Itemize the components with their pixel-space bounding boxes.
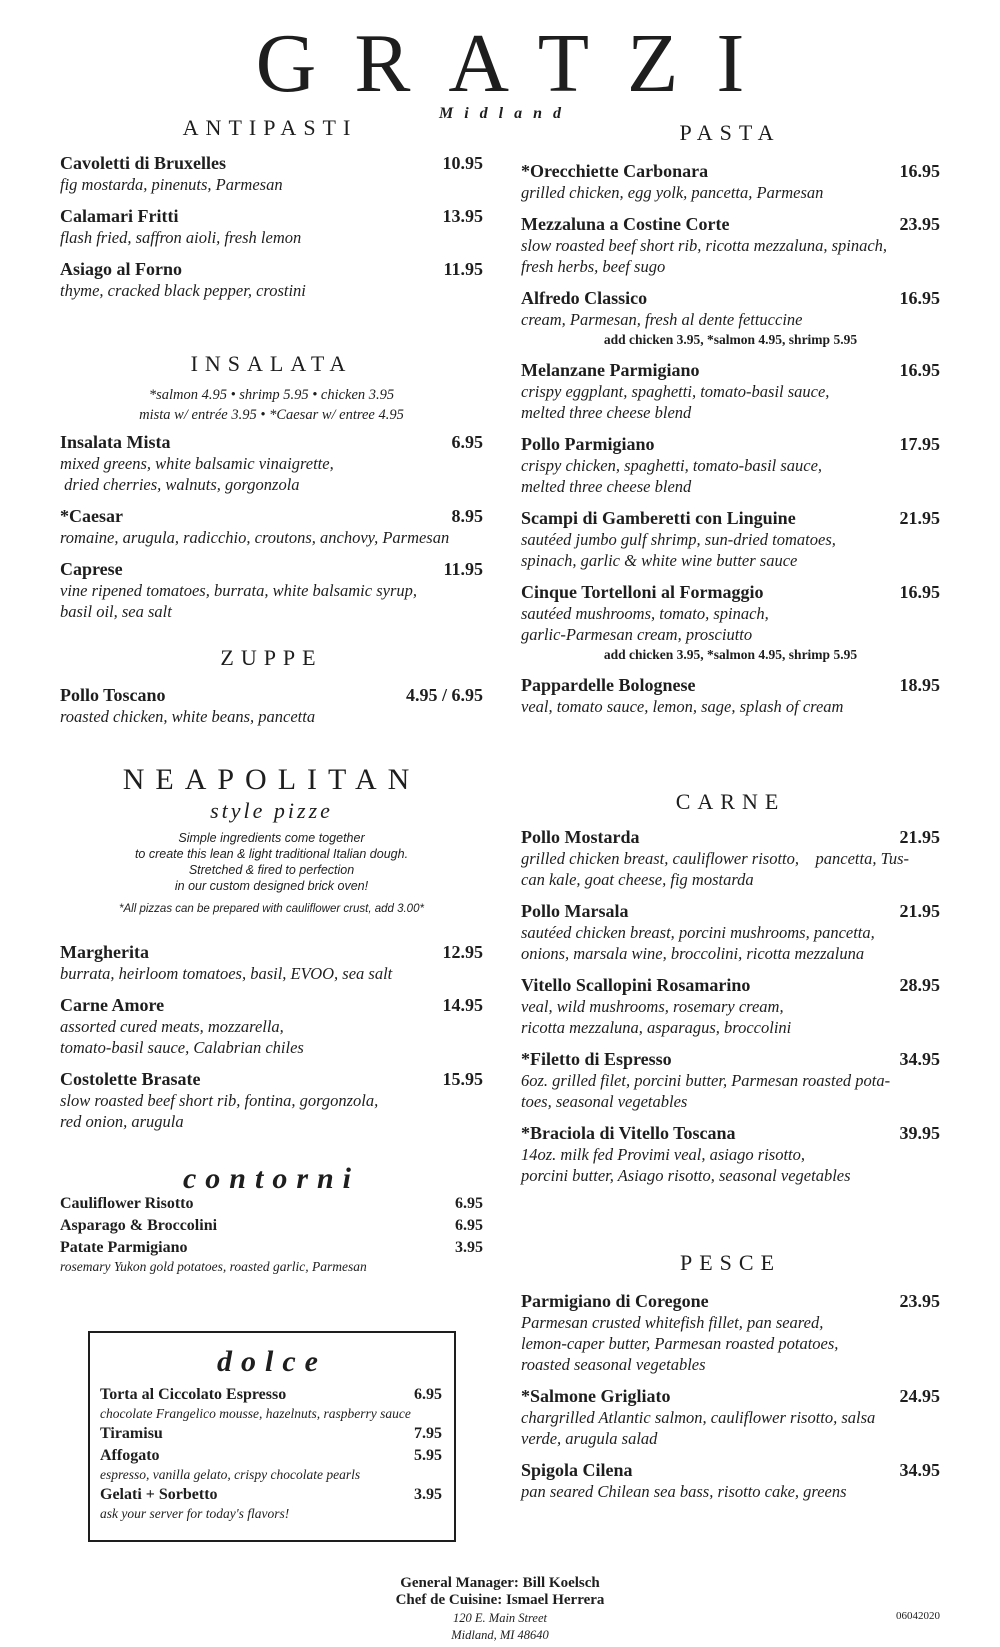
- menu-item: [100, 1446, 442, 1483]
- zuppe-list: [60, 684, 483, 737]
- item-price: 6.95: [455, 1217, 483, 1234]
- menu-item: [521, 160, 940, 203]
- item-description-line2: can kale, goat cheese, fig mostarda: [521, 870, 754, 889]
- item-name: Asparago & Broccolini: [60, 1217, 218, 1234]
- item-price: 6.95: [414, 1386, 442, 1403]
- item-name: Calamari Fritti: [60, 206, 179, 226]
- item-price: 34.95: [899, 1049, 940, 1069]
- menu-item: [60, 1216, 483, 1236]
- menu-item: [100, 1485, 442, 1522]
- item-name: Torta al Ciccolato Espresso: [100, 1386, 287, 1403]
- item-price: 11.95: [443, 559, 483, 579]
- menu-item: [521, 974, 940, 1038]
- menu-item: [521, 581, 940, 664]
- chef-de-cuisine: Chef de Cuisine: Ismael Herrera: [395, 1592, 605, 1608]
- item-description-line2: tomato-basil sauce, Calabrian chiles: [60, 1038, 304, 1057]
- item-name: *Orecchiette Carbonara: [521, 161, 709, 181]
- item-price: 13.95: [442, 206, 483, 226]
- item-name: *Caesar: [60, 506, 123, 526]
- item-price: 3.95: [455, 1239, 483, 1256]
- item-name: *Filetto di Espresso: [521, 1049, 672, 1069]
- menu-item: [60, 1194, 483, 1214]
- menu-item: [60, 1068, 483, 1132]
- item-description: chocolate Frangelico mousse, hazelnuts, raspberry sauce: [100, 1406, 411, 1421]
- menu-item: [60, 505, 483, 548]
- add-protein-note: add chicken 3.95, *salmon 4.95, shrimp 5.95: [603, 647, 858, 662]
- menu-item: [60, 152, 483, 195]
- pizza-blurb-line1: Simple ingredients come together: [178, 831, 365, 845]
- item-name: Melanzane Parmigiano: [521, 360, 700, 380]
- item-price: 28.95: [899, 975, 940, 995]
- menu-item: [60, 941, 483, 984]
- item-description: fig mostarda, pinenuts, Parmesan: [60, 175, 283, 194]
- item-price: 16.95: [899, 360, 940, 380]
- item-description: veal, tomato sauce, lemon, sage, splash of cream: [521, 697, 844, 716]
- item-description: mixed greens, white balsamic vinaigrette,: [60, 454, 334, 473]
- menu-item: [60, 994, 483, 1058]
- insalata-list: [60, 431, 483, 632]
- item-description: Parmesan crusted whitefish fillet, pan seared,: [521, 1313, 824, 1332]
- item-name: Cinque Tortelloni al Formaggio: [521, 582, 764, 602]
- neapolitan-subtitle: style pizze: [210, 798, 333, 823]
- item-price: 10.95: [442, 153, 483, 173]
- menu-item: [60, 431, 483, 495]
- address-city: Midland, MI 48640: [451, 1628, 549, 1642]
- item-description: veal, wild mushrooms, rosemary cream,: [521, 997, 784, 1016]
- menu-item: [60, 258, 483, 301]
- menu-item: [521, 674, 940, 717]
- item-name: Cavoletti di Bruxelles: [60, 153, 226, 173]
- item-description: slow roasted beef short rib, fontina, gorgonzola,: [60, 1091, 379, 1110]
- carne-list: [521, 826, 940, 1196]
- item-description: pan seared Chilean sea bass, risotto cake, greens: [521, 1482, 847, 1501]
- item-name: Pollo Toscano: [60, 685, 166, 705]
- item-name: Parmigiano di Coregone: [521, 1291, 709, 1311]
- item-description: crispy eggplant, spaghetti, tomato-basil sauce,: [521, 382, 830, 401]
- item-price: 6.95: [455, 1195, 483, 1212]
- item-name: Tiramisu: [100, 1425, 163, 1442]
- menu-item: [521, 1459, 940, 1502]
- insalata-addon-note: *salmon 4.95 • shrimp 5.95 • chicken 3.95: [148, 387, 395, 403]
- item-description: roasted chicken, white beans, pancetta: [60, 707, 316, 726]
- antipasti-list: [60, 152, 483, 311]
- menu-item: [521, 1290, 940, 1375]
- section-title-zuppe: ZUPPE: [220, 645, 323, 670]
- menu-item: [521, 900, 940, 964]
- item-description-line2: red onion, arugula: [60, 1112, 184, 1131]
- item-price: 17.95: [899, 434, 940, 454]
- menu-item: [521, 287, 940, 349]
- item-description: thyme, cracked black pepper, crostini: [60, 281, 306, 300]
- item-description: rosemary Yukon gold potatoes, roasted garlic, Parmesan: [60, 1259, 367, 1274]
- section-title-dolce: dolce: [217, 1345, 327, 1378]
- item-name: Caprese: [60, 559, 123, 579]
- contorni-list: [60, 1194, 483, 1277]
- item-price: 23.95: [899, 214, 940, 234]
- item-price: 18.95: [899, 675, 940, 695]
- menu-item: [521, 433, 940, 497]
- item-description: vine ripened tomatoes, burrata, white balsamic syrup,: [60, 581, 418, 600]
- item-name: Patate Parmigiano: [60, 1239, 188, 1256]
- item-description: crispy chicken, spaghetti, tomato-basil sauce,: [521, 456, 823, 475]
- insalata-entree-note: mista w/ entrée 3.95 • *Caesar w/ entree 4.95: [139, 407, 404, 423]
- item-name: Margherita: [60, 942, 149, 962]
- pizza-blurb-line2: to create this lean & light traditional Italian dough.: [134, 847, 409, 861]
- menu-item: [60, 558, 483, 622]
- pizza-footnote: *All pizzas can be prepared with cauliflower crust, add 3.00*: [119, 903, 424, 915]
- menu-item: [521, 1385, 940, 1449]
- item-description: cream, Parmesan, fresh al dente fettuccine: [521, 310, 803, 329]
- item-description: ask your server for today's flavors!: [100, 1506, 290, 1521]
- restaurant-name: GRATZI: [255, 17, 783, 110]
- menu-item: [100, 1385, 442, 1422]
- menu-item: [60, 684, 483, 727]
- item-description-line2: dried cherries, walnuts, gorgonzola: [60, 475, 300, 494]
- item-price: 21.95: [899, 901, 940, 921]
- item-description-line2: onions, marsala wine, broccolini, ricotta mezzaluna: [521, 944, 865, 963]
- item-description: sautéed jumbo gulf shrimp, sun-dried tomatoes,: [521, 530, 836, 549]
- item-description-line2: lemon-caper butter, Parmesan roasted potatoes,: [521, 1334, 839, 1353]
- dolce-box: [88, 1331, 456, 1542]
- pizza-blurb-line4: in our custom designed brick oven!: [174, 879, 369, 893]
- section-title-pesce: PESCE: [679, 1250, 782, 1275]
- menu-item: [521, 507, 940, 571]
- item-name: Asiago al Forno: [60, 259, 183, 279]
- item-price: 16.95: [899, 161, 940, 181]
- add-protein-note: add chicken 3.95, *salmon 4.95, shrimp 5.95: [603, 332, 858, 347]
- item-price: 21.95: [899, 508, 940, 528]
- item-name: Scampi di Gamberetti con Linguine: [521, 508, 796, 528]
- item-name: Pollo Parmigiano: [521, 434, 655, 454]
- section-title-carne: CARNE: [675, 789, 786, 814]
- item-price: 12.95: [442, 942, 483, 962]
- item-price: 23.95: [899, 1291, 940, 1311]
- item-name: Vitello Scallopini Rosamarino: [521, 975, 751, 995]
- item-name: Cauliflower Risotto: [60, 1195, 194, 1212]
- address-street: 120 E. Main Street: [453, 1611, 547, 1625]
- item-price: 4.95 / 6.95: [405, 685, 483, 705]
- section-title-pasta: PASTA: [679, 120, 781, 145]
- item-description: chargrilled Atlantic salmon, cauliflower risotto, salsa: [521, 1408, 876, 1427]
- item-description-line2: ricotta mezzaluna, asparagus, broccolini: [521, 1018, 792, 1037]
- item-description-line2: spinach, garlic & white wine butter sauce: [521, 551, 798, 570]
- item-name: Pollo Marsala: [521, 901, 629, 921]
- item-description: grilled chicken, egg yolk, pancetta, Parmesan: [521, 183, 824, 202]
- item-price: 39.95: [899, 1123, 940, 1143]
- item-description-line2: melted three cheese blend: [521, 477, 692, 496]
- item-price: 15.95: [442, 1069, 483, 1089]
- item-price: 14.95: [442, 995, 483, 1015]
- item-name: Insalata Mista: [60, 432, 171, 452]
- item-name: Gelati + Sorbetto: [100, 1486, 218, 1503]
- item-price: 3.95: [414, 1486, 442, 1503]
- menu-item: [521, 359, 940, 423]
- item-name: Costolette Brasate: [60, 1069, 201, 1089]
- item-name: Carne Amore: [60, 995, 165, 1015]
- item-price: 24.95: [899, 1386, 940, 1406]
- section-title-neapolitan: NEAPOLITAN: [122, 763, 421, 796]
- section-title-contorni: contorni: [182, 1162, 361, 1195]
- pesce-list: [521, 1290, 940, 1512]
- menu-item: [521, 1122, 940, 1186]
- item-description-line2: porcini butter, Asiago risotto, seasonal vegetables: [521, 1166, 851, 1185]
- item-name: *Braciola di Vitello Toscana: [521, 1123, 736, 1143]
- item-name: Mezzaluna a Costine Corte: [521, 214, 730, 234]
- item-price: 34.95: [899, 1460, 940, 1480]
- menu-item: [521, 213, 940, 277]
- item-name: Affogato: [100, 1447, 160, 1464]
- item-price: 11.95: [443, 259, 483, 279]
- pizza-blurb-line3: Stretched & fired to perfection: [188, 863, 355, 877]
- dolce-list: [100, 1385, 442, 1524]
- section-title-antipasti: ANTIPASTI: [182, 115, 358, 140]
- item-name: Alfredo Classico: [521, 288, 648, 308]
- item-description: 6oz. grilled filet, porcini butter, Parmesan roasted pota-: [521, 1071, 891, 1090]
- restaurant-location: Midland: [438, 105, 572, 122]
- item-description: assorted cured meats, mozzarella,: [60, 1017, 284, 1036]
- item-price: 21.95: [899, 827, 940, 847]
- section-title-insalata: INSALATA: [190, 351, 353, 376]
- item-price: 8.95: [451, 506, 483, 526]
- item-name: Spigola Cilena: [521, 1460, 633, 1480]
- item-description-line2: fresh herbs, beef sugo: [521, 257, 666, 276]
- item-description: slow roasted beef short rib, ricotta mezzaluna, spinach,: [521, 236, 888, 255]
- menu-item: [521, 1048, 940, 1112]
- menu-item: [60, 205, 483, 248]
- item-description: espresso, vanilla gelato, crispy chocolate pearls: [100, 1467, 361, 1482]
- item-description: burrata, heirloom tomatoes, basil, EVOO, sea salt: [60, 964, 393, 983]
- menu-item: [100, 1424, 442, 1444]
- pizza-list: [60, 941, 483, 1142]
- item-description-line2: basil oil, sea salt: [60, 602, 172, 621]
- item-name: *Salmone Grigliato: [521, 1386, 671, 1406]
- menu-version-code: 06042020: [896, 1610, 940, 1622]
- item-price: 16.95: [899, 582, 940, 602]
- general-manager: General Manager: Bill Koelsch: [400, 1575, 600, 1591]
- menu-item: [521, 826, 940, 890]
- item-description: sautéed chicken breast, porcini mushrooms, pancetta,: [521, 923, 875, 942]
- item-name: Pollo Mostarda: [521, 827, 640, 847]
- item-description: sautéed mushrooms, tomato, spinach,: [521, 604, 769, 623]
- item-price: 7.95: [414, 1425, 442, 1442]
- item-price: 16.95: [899, 288, 940, 308]
- item-price: 6.95: [451, 432, 483, 452]
- item-description: romaine, arugula, radicchio, croutons, anchovy, Parmesan: [60, 528, 450, 547]
- item-description-line2: verde, arugula salad: [521, 1429, 658, 1448]
- item-description-line3: roasted seasonal vegetables: [521, 1355, 706, 1374]
- item-description-line2: garlic-Parmesan cream, prosciutto: [521, 625, 753, 644]
- item-description-line2: melted three cheese blend: [521, 403, 692, 422]
- item-description: 14oz. milk fed Provimi veal, asiago risotto,: [521, 1145, 805, 1164]
- item-price: 5.95: [414, 1447, 442, 1464]
- item-description: grilled chicken breast, cauliflower risotto, pancetta, Tus-: [521, 849, 910, 868]
- item-description-line2: toes, seasonal vegetables: [521, 1092, 688, 1111]
- pasta-list: [521, 160, 940, 727]
- item-description: flash fried, saffron aioli, fresh lemon: [60, 228, 302, 247]
- item-name: Pappardelle Bolognese: [521, 675, 696, 695]
- menu-item: [60, 1238, 483, 1275]
